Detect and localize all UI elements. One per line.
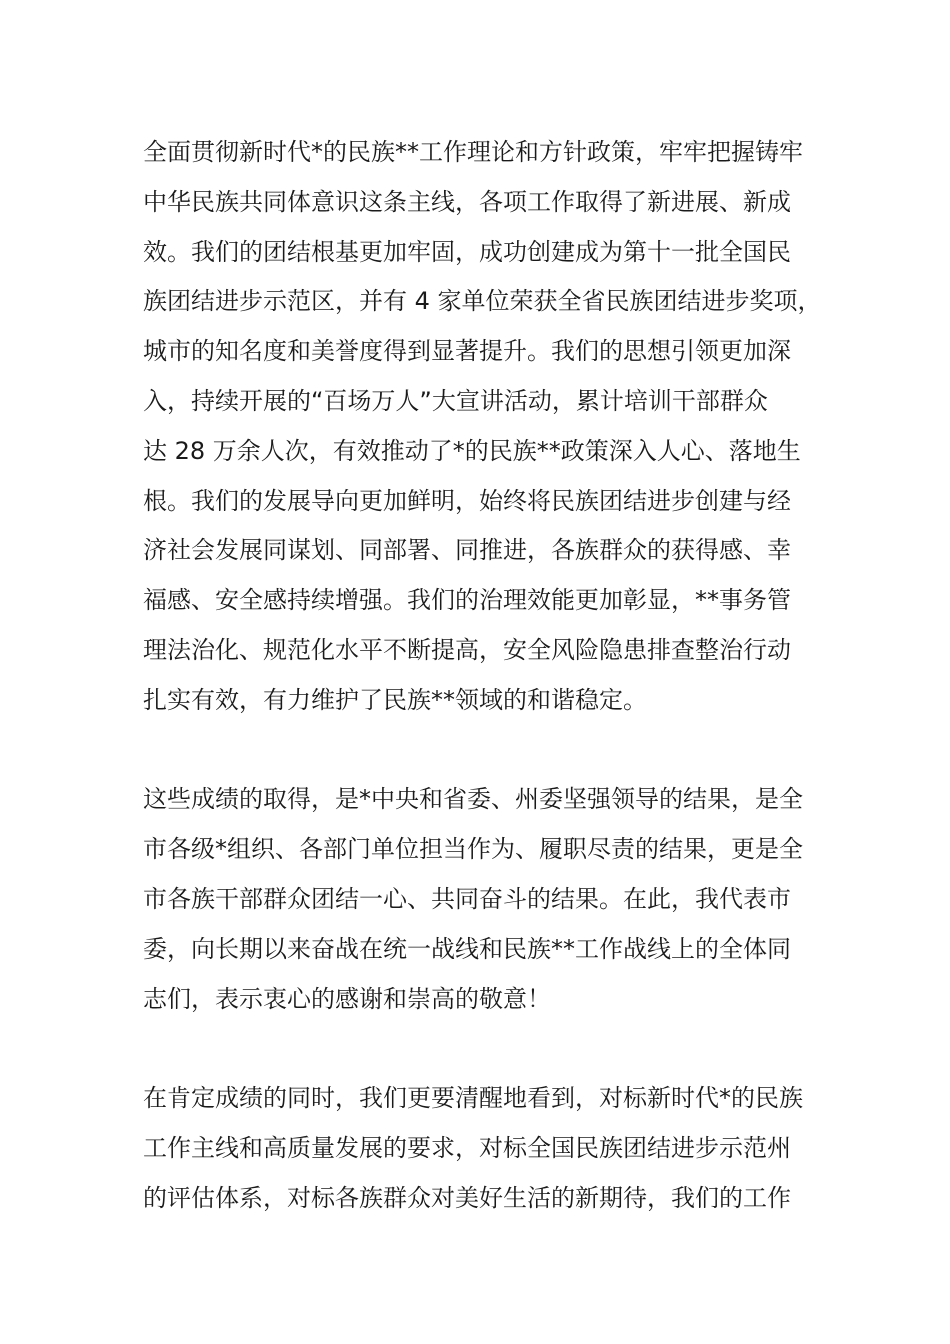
text-line: 志们，表示衷心的感谢和崇高的敬意！ — [143, 984, 551, 1013]
paragraph-gratitude — [143, 775, 823, 1024]
text-line: 市各族干部群众团结一心、共同奋斗的结果。在此，我代表市 — [143, 884, 791, 913]
text-line: 在肯定成绩的同时，我们更要清醒地看到，对标新时代*的民族 — [143, 1084, 803, 1113]
text-line: 的评估体系，对标各族群众对美好生活的新期待，我们的工作 — [143, 1183, 791, 1212]
text-line: 这些成绩的取得，是*中央和省委、州委坚强领导的结果，是全 — [143, 785, 803, 814]
paragraph-challenges — [143, 1074, 823, 1223]
text-line: 济社会发展同谋划、同部署、同推进，各族群众的获得感、幸 — [143, 536, 791, 565]
text-line: 入，持续开展的“百场万人”大宣讲活动，累计培训干部群众 — [143, 386, 768, 415]
text-line: 达 28 万余人次，有效推动了*的民族**政策深入人心、落地生 — [143, 436, 801, 465]
text-line: 扎实有效，有力维护了民族**领域的和谐稳定。 — [143, 685, 647, 714]
paragraph-spacer — [143, 1024, 823, 1074]
paragraph-achievements — [143, 128, 823, 726]
text-line: 中华民族共同体意识这条主线，各项工作取得了新进展、新成 — [143, 187, 791, 216]
text-line: 工作主线和高质量发展的要求，对标全国民族团结进步示范州 — [143, 1133, 791, 1162]
text-line: 福感、安全感持续增强。我们的治理效能更加彰显，**事务管 — [143, 586, 791, 615]
text-line: 城市的知名度和美誉度得到显著提升。我们的思想引领更加深 — [143, 337, 791, 366]
document-body — [143, 128, 823, 1224]
paragraph-spacer — [143, 726, 823, 776]
text-line: 全面贯彻新时代*的民族**工作理论和方针政策，牢牢把握铸牢 — [143, 138, 803, 166]
text-line: 市各级*组织、各部门单位担当作为、履职尽责的结果，更是全 — [143, 835, 803, 864]
text-line: 理法治化、规范化水平不断提高，安全风险隐患排查整治行动 — [143, 635, 791, 664]
text-line: 委，向长期以来奋战在统一战线和民族**工作战线上的全体同 — [143, 934, 791, 963]
text-line: 效。我们的团结根基更加牢固，成功创建成为第十一批全国民 — [143, 237, 791, 266]
text-line: 族团结进步示范区，并有 4 家单位荣获全省民族团结进步奖项， — [143, 287, 822, 316]
text-line: 根。我们的发展导向更加鲜明，始终将民族团结进步创建与经 — [143, 486, 791, 515]
